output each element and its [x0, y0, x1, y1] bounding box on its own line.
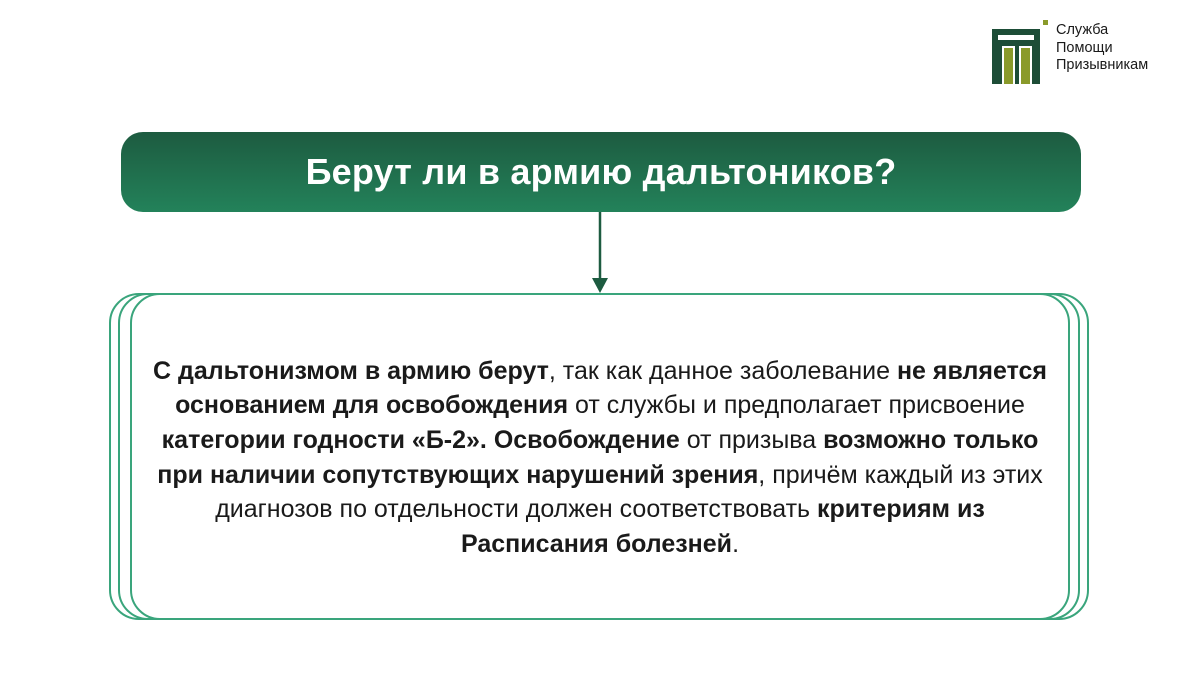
logo-line-2: Помощи [1056, 39, 1113, 56]
logo-text [1056, 22, 1148, 75]
title-banner [121, 132, 1081, 212]
answer-text-8: , причём каждый из этих диагнозов по отдельности должен соответствовать [215, 460, 1043, 524]
answer-bold-5: категории годности «Б-2». Освобождение [161, 425, 680, 454]
answer-bold-3: не является основанием для освобождения [175, 356, 1047, 420]
answer-bold-7: возможно только при наличии сопутствующих нарушений зрения [157, 425, 1039, 489]
answer-bold-9: критериям из Расписания болезней [460, 495, 985, 558]
logo-line-3: Призывникам [1056, 57, 1149, 73]
arrow-down-icon [590, 212, 610, 294]
logo-mark-icon [992, 20, 1050, 84]
answer-text-10: . [732, 529, 740, 558]
answer-text [150, 354, 1050, 562]
answer-card [130, 293, 1070, 620]
answer-text-4: от службы и предполагает присвоение [568, 391, 1025, 420]
logo-line-1: Служба [1056, 22, 1109, 38]
answer-text-2: , так как данное заболевание [548, 356, 897, 385]
brand-logo [992, 20, 1148, 84]
answer-bold-1: С дальтонизмом в армию берут [153, 356, 549, 385]
page-title: Берут ли в армию дальтоников? [305, 151, 897, 192]
answer-text-6: от призыва [679, 425, 824, 454]
